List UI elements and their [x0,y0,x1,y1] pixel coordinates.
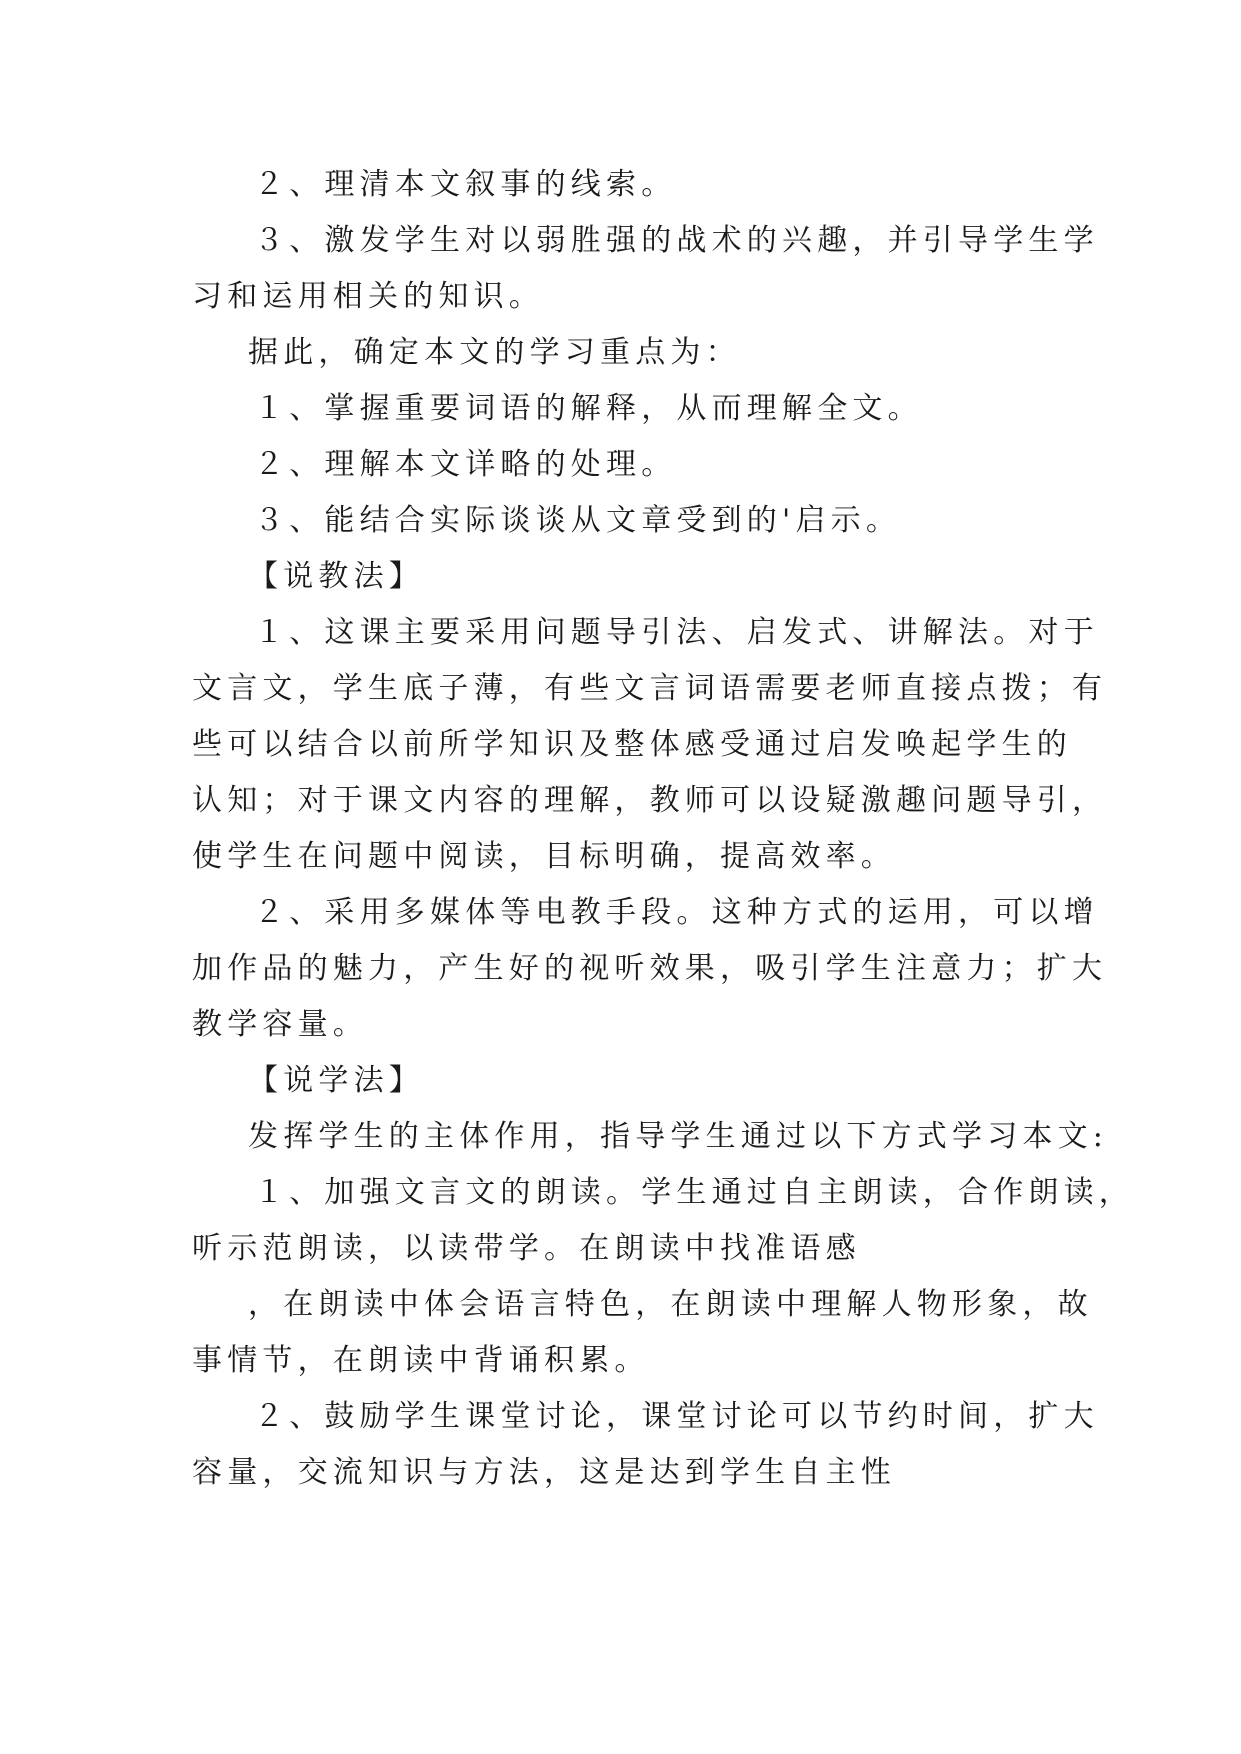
text-line: 事情节，在朗读中背诵积累。 [192,1343,650,1378]
text-line: ２、采用多媒体等电教手段。这种方式的运用，可以增 [254,895,1099,930]
text-line: 教学容量。 [192,1007,368,1042]
text-line: 文言文，学生底子薄，有些文言词语需要老师直接点拨；有 [192,671,1108,706]
text-line: 加作品的魅力，产生好的视听效果，吸引学生注意力；扩大 [192,951,1108,986]
text-line: ２、理解本文详略的处理。 [254,447,677,482]
text-line: 些可以结合以前所学知识及整体感受通过启发唤起学生的 [192,727,1072,762]
text-line: ，在朗读中体会语言特色，在朗读中理解人物形象，故 [248,1287,1093,1322]
text-line: 容量，交流知识与方法，这是达到学生自主性 [192,1455,896,1490]
text-line: 习和运用相关的知识。 [192,279,544,314]
text-line: ３、激发学生对以弱胜强的战术的兴趣，并引导学生学 [254,223,1099,258]
text-line: 使学生在问题中阅读，目标明确，提高效率。 [192,839,896,874]
text-line: 听示范朗读，以读带学。在朗读中找准语感 [192,1231,861,1266]
text-line: ３、能结合实际谈谈从文章受到的'启示。 [254,503,902,538]
text-line: 认知；对于课文内容的理解，教师可以设疑激趣问题导引， [192,783,1108,818]
text-line: ２、理清本文叙事的线索。 [254,167,677,202]
text-line: １、这课主要采用问题导引法、启发式、讲解法。对于 [254,615,1099,650]
text-line: ２、鼓励学生课堂讨论，课堂讨论可以节约时间，扩大 [254,1399,1099,1434]
text-line: １、掌握重要词语的解释，从而理解全文。 [254,391,923,426]
text-line: 发挥学生的主体作用，指导学生通过以下方式学习本文: [248,1119,1109,1154]
section-heading: 【说学法】 [248,1063,424,1098]
text-line: １、加强文言文的朗读。学生通过自主朗读，合作朗读， [254,1175,1134,1210]
section-heading: 【说教法】 [248,559,424,594]
text-line: 据此，确定本文的学习重点为： [248,335,741,370]
